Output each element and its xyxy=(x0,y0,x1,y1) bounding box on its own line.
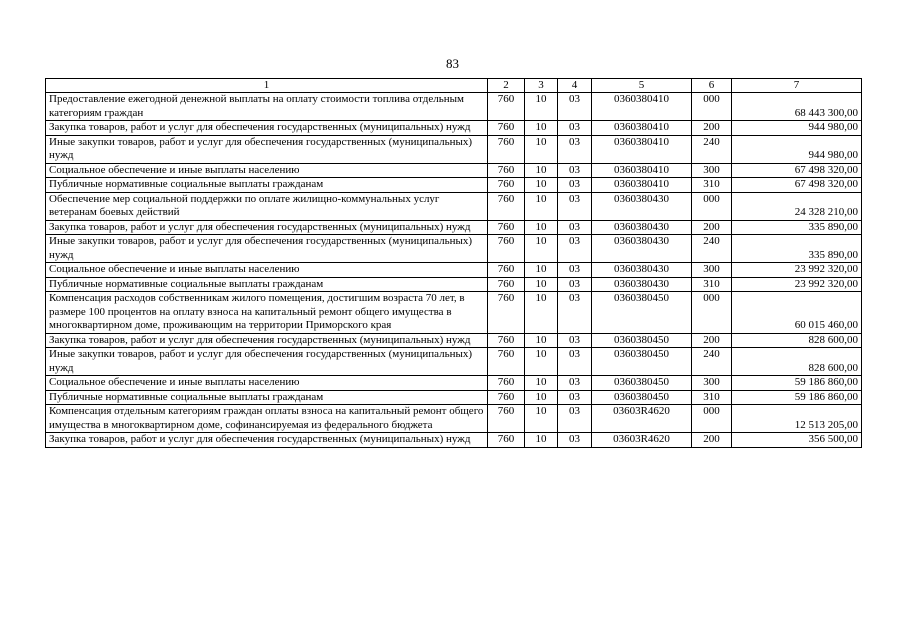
col-4-cell: 03 xyxy=(558,348,592,376)
col-5-cell: 0360380430 xyxy=(592,263,692,278)
col-3-cell: 10 xyxy=(525,192,558,220)
amount-cell: 67 498 320,00 xyxy=(732,178,862,193)
table-row xyxy=(46,292,862,334)
amount-cell: 24 328 210,00 xyxy=(732,192,862,220)
col-5-cell: 0360380410 xyxy=(592,121,692,136)
col-2-cell: 760 xyxy=(488,376,525,391)
col-4-cell: 03 xyxy=(558,93,592,121)
col-4-cell: 03 xyxy=(558,192,592,220)
col-3-cell: 10 xyxy=(525,220,558,235)
col-5-cell: 0360380410 xyxy=(592,135,692,163)
col-4-cell: 03 xyxy=(558,390,592,405)
col-5-cell: 0360380410 xyxy=(592,163,692,178)
amount-cell: 59 186 860,00 xyxy=(732,376,862,391)
col-3-cell: 10 xyxy=(525,277,558,292)
col-6-cell: 200 xyxy=(692,333,732,348)
col-2-cell: 760 xyxy=(488,277,525,292)
col-3-cell: 10 xyxy=(525,292,558,334)
row-name-cell: Предоставление ежегодной денежной выплаты на оплату стоимости топлива отдельным категориям граждан xyxy=(46,93,488,121)
col-4-cell: 03 xyxy=(558,405,592,433)
col-4-cell: 03 xyxy=(558,433,592,448)
row-name-cell: Компенсация расходов собственникам жилого помещения, достигшим возраста 70 лет, в размере 100 процентов на оплату взноса на капитальный ремонт общего имущества в многоквартирном доме, проживающим на территории Приморского края xyxy=(46,292,488,334)
col-2-cell: 760 xyxy=(488,178,525,193)
col-6-cell: 300 xyxy=(692,263,732,278)
col-5-cell: 0360380450 xyxy=(592,376,692,391)
table-row xyxy=(46,178,862,193)
amount-cell: 828 600,00 xyxy=(732,348,862,376)
col-2-cell: 760 xyxy=(488,405,525,433)
row-name-cell: Публичные нормативные социальные выплаты гражданам xyxy=(46,277,488,292)
col-2-cell: 760 xyxy=(488,235,525,263)
col-3-cell: 10 xyxy=(525,163,558,178)
col-6-cell: 310 xyxy=(692,390,732,405)
row-name-cell: Обеспечение мер социальной поддержки по оплате жилищно-коммунальных услуг ветеранам боевых действий xyxy=(46,192,488,220)
col-2-cell: 760 xyxy=(488,263,525,278)
amount-cell: 335 890,00 xyxy=(732,235,862,263)
table-row xyxy=(46,192,862,220)
page-number: 83 xyxy=(446,56,459,71)
col-5-cell: 0360380410 xyxy=(592,93,692,121)
table-row xyxy=(46,390,862,405)
row-name-cell: Закупка товаров, работ и услуг для обеспечения государственных (муниципальных) нужд xyxy=(46,433,488,448)
row-name-cell: Социальное обеспечение и иные выплаты населению xyxy=(46,163,488,178)
col-6-cell: 000 xyxy=(692,405,732,433)
table-row xyxy=(46,333,862,348)
table-row xyxy=(46,121,862,136)
col-4-cell: 03 xyxy=(558,235,592,263)
col-6-cell: 240 xyxy=(692,135,732,163)
row-name-cell: Публичные нормативные социальные выплаты гражданам xyxy=(46,178,488,193)
table-row xyxy=(46,405,862,433)
col-4-cell: 03 xyxy=(558,376,592,391)
col-6-cell: 310 xyxy=(692,277,732,292)
col-3-cell: 10 xyxy=(525,376,558,391)
header-cell: 2 xyxy=(488,79,525,93)
header-cell: 3 xyxy=(525,79,558,93)
row-name-cell: Социальное обеспечение и иные выплаты населению xyxy=(46,376,488,391)
col-4-cell: 03 xyxy=(558,220,592,235)
col-3-cell: 10 xyxy=(525,135,558,163)
col-5-cell: 0360380430 xyxy=(592,277,692,292)
col-4-cell: 03 xyxy=(558,178,592,193)
col-5-cell: 0360380450 xyxy=(592,292,692,334)
table-row xyxy=(46,220,862,235)
row-name-cell: Закупка товаров, работ и услуг для обеспечения государственных (муниципальных) нужд xyxy=(46,220,488,235)
amount-cell: 944 980,00 xyxy=(732,121,862,136)
col-5-cell: 0360380410 xyxy=(592,178,692,193)
col-2-cell: 760 xyxy=(488,433,525,448)
row-name-cell: Социальное обеспечение и иные выплаты населению xyxy=(46,263,488,278)
col-6-cell: 310 xyxy=(692,178,732,193)
header-row xyxy=(46,79,862,93)
col-4-cell: 03 xyxy=(558,333,592,348)
col-6-cell: 240 xyxy=(692,348,732,376)
row-name-cell: Иные закупки товаров, работ и услуг для обеспечения государственных (муниципальных) нужд xyxy=(46,348,488,376)
table-row xyxy=(46,277,862,292)
col-4-cell: 03 xyxy=(558,135,592,163)
col-3-cell: 10 xyxy=(525,433,558,448)
row-name-cell: Закупка товаров, работ и услуг для обеспечения государственных (муниципальных) нужд xyxy=(46,121,488,136)
col-3-cell: 10 xyxy=(525,121,558,136)
amount-cell: 68 443 300,00 xyxy=(732,93,862,121)
row-name-cell: Иные закупки товаров, работ и услуг для обеспечения государственных (муниципальных) нужд xyxy=(46,135,488,163)
col-6-cell: 000 xyxy=(692,93,732,121)
table-row xyxy=(46,135,862,163)
col-2-cell: 760 xyxy=(488,348,525,376)
amount-cell: 944 980,00 xyxy=(732,135,862,163)
amount-cell: 60 015 460,00 xyxy=(732,292,862,334)
table-row xyxy=(46,163,862,178)
col-5-cell: 0360380430 xyxy=(592,220,692,235)
col-2-cell: 760 xyxy=(488,390,525,405)
col-3-cell: 10 xyxy=(525,390,558,405)
table-row xyxy=(46,235,862,263)
col-2-cell: 760 xyxy=(488,192,525,220)
col-6-cell: 000 xyxy=(692,192,732,220)
col-5-cell: 0360380450 xyxy=(592,333,692,348)
col-2-cell: 760 xyxy=(488,220,525,235)
col-6-cell: 200 xyxy=(692,220,732,235)
col-6-cell: 200 xyxy=(692,433,732,448)
col-3-cell: 10 xyxy=(525,263,558,278)
amount-cell: 23 992 320,00 xyxy=(732,277,862,292)
col-6-cell: 300 xyxy=(692,163,732,178)
amount-cell: 59 186 860,00 xyxy=(732,390,862,405)
row-name-cell: Компенсация отдельным категориям граждан оплаты взноса на капитальный ремонт общего имущества в многоквартирном доме, софинансируемая из федерального бюджета xyxy=(46,405,488,433)
col-4-cell: 03 xyxy=(558,163,592,178)
col-3-cell: 10 xyxy=(525,333,558,348)
header-cell: 6 xyxy=(692,79,732,93)
col-5-cell: 0360380430 xyxy=(592,235,692,263)
amount-cell: 67 498 320,00 xyxy=(732,163,862,178)
col-2-cell: 760 xyxy=(488,333,525,348)
col-6-cell: 200 xyxy=(692,121,732,136)
col-3-cell: 10 xyxy=(525,348,558,376)
col-5-cell: 03603R4620 xyxy=(592,405,692,433)
amount-cell: 335 890,00 xyxy=(732,220,862,235)
col-3-cell: 10 xyxy=(525,235,558,263)
amount-cell: 356 500,00 xyxy=(732,433,862,448)
table-row xyxy=(46,93,862,121)
col-2-cell: 760 xyxy=(488,292,525,334)
amount-cell: 23 992 320,00 xyxy=(732,263,862,278)
amount-cell: 828 600,00 xyxy=(732,333,862,348)
row-name-cell: Публичные нормативные социальные выплаты гражданам xyxy=(46,390,488,405)
header-cell: 4 xyxy=(558,79,592,93)
col-6-cell: 000 xyxy=(692,292,732,334)
col-3-cell: 10 xyxy=(525,178,558,193)
col-2-cell: 760 xyxy=(488,163,525,178)
budget-table xyxy=(45,78,862,448)
col-5-cell: 0360380430 xyxy=(592,192,692,220)
col-2-cell: 760 xyxy=(488,93,525,121)
header-cell: 5 xyxy=(592,79,692,93)
table-row xyxy=(46,433,862,448)
table-row xyxy=(46,348,862,376)
col-4-cell: 03 xyxy=(558,263,592,278)
col-5-cell: 0360380450 xyxy=(592,390,692,405)
col-6-cell: 240 xyxy=(692,235,732,263)
header-cell: 7 xyxy=(732,79,862,93)
row-name-cell: Закупка товаров, работ и услуг для обеспечения государственных (муниципальных) нужд xyxy=(46,333,488,348)
col-2-cell: 760 xyxy=(488,121,525,136)
row-name-cell: Иные закупки товаров, работ и услуг для обеспечения государственных (муниципальных) нужд xyxy=(46,235,488,263)
col-4-cell: 03 xyxy=(558,121,592,136)
col-4-cell: 03 xyxy=(558,277,592,292)
table-body xyxy=(46,93,862,448)
col-3-cell: 10 xyxy=(525,405,558,433)
col-3-cell: 10 xyxy=(525,93,558,121)
header-cell: 1 xyxy=(46,79,488,93)
col-4-cell: 03 xyxy=(558,292,592,334)
table-row xyxy=(46,263,862,278)
col-2-cell: 760 xyxy=(488,135,525,163)
col-6-cell: 300 xyxy=(692,376,732,391)
col-5-cell: 03603R4620 xyxy=(592,433,692,448)
table-row xyxy=(46,376,862,391)
col-5-cell: 0360380450 xyxy=(592,348,692,376)
amount-cell: 12 513 205,00 xyxy=(732,405,862,433)
